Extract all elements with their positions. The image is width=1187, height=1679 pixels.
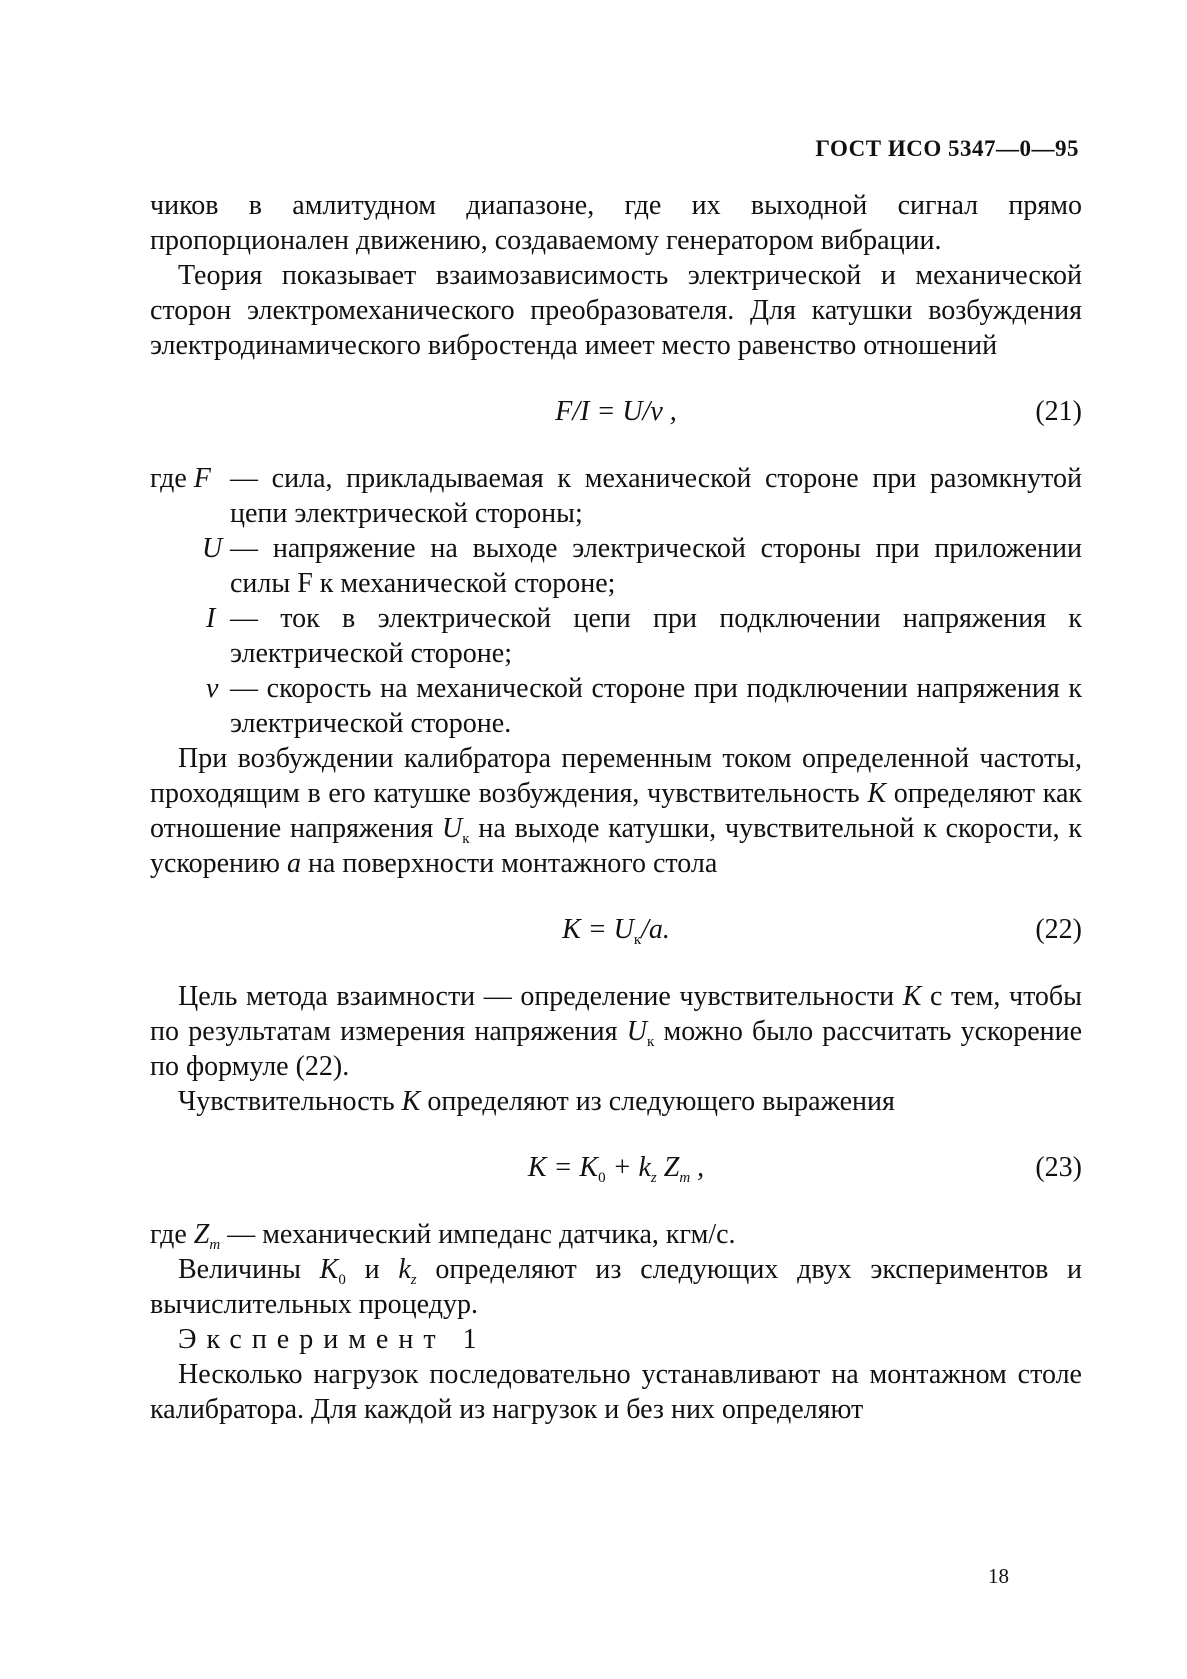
definition-symbol: F [193, 463, 211, 494]
definition-symbol: I [206, 603, 216, 634]
equation-22 [150, 893, 1082, 967]
page-number: 18 [988, 1564, 1009, 1588]
document-body [150, 188, 1082, 1427]
equation-21-expression: F/I = U/v , [555, 396, 677, 427]
definition-symbol: v [206, 673, 219, 704]
experiment-heading: Эксперимент 1 [178, 1324, 487, 1355]
equation-22-number: (22) [1035, 914, 1082, 945]
equation-23-expression: $K = K_0 + k_z$ $Z_m$ , [527, 1152, 705, 1186]
paragraph-quantities: Величины $K_0$ и $k_z$ определяют из следующих двух экспериментов и вычислительных процедур. [150, 1254, 1083, 1320]
equation-23 [150, 1131, 1082, 1205]
definition-I [150, 601, 1082, 671]
symbol-definitions [150, 461, 1082, 741]
paragraph-method-goal: Цель метода взаимности — определение чувствительности K с тем, чтобы по результатам измерения напряжения $U_к$ можно было рассчитать ускорение по формуле (22). [150, 981, 1083, 1082]
definition-text: — сила, прикладываемая к механической стороне при разомкнутой цепи электрической стороны; [230, 463, 1082, 529]
equation-22-expression: $K = U_к/a$. [562, 914, 670, 948]
paragraph-theory: Теория показывает взаимозависимость электрической и механической сторон электромеханического преобразователя. Для катушки возбуждения электродинамического вибростенда имеет место равенство отношений [150, 260, 1082, 361]
paragraph-impedance: где $Z_m$ — механический импеданс датчика, кгм/с. [150, 1219, 736, 1253]
definition-text: — скорость на механической стороне при подключении напряжения к электрической стороне. [230, 673, 1082, 739]
paragraph-sensitivity-expression: Чувствительность K определяют из следующего выражения [178, 1086, 895, 1117]
equation-23-number: (23) [1035, 1152, 1082, 1183]
definition-symbol: U [202, 533, 223, 564]
standard-header: ГОСТ ИСО 5347—0—95 [815, 136, 1079, 161]
definition-text: — ток в электрической цепи при подключении напряжения к электрической стороне; [230, 603, 1082, 669]
definition-text: — напряжение на выходе электрической стороны при приложении силы F к механической стороне; [230, 533, 1082, 599]
equation-21-number: (21) [1035, 396, 1082, 427]
definition-F [150, 461, 1082, 531]
paragraph-continuation: чиков в амлитудном диапазоне, где их выходной сигнал прямо пропорционален движению, создаваемому генератором вибрации. [150, 190, 1082, 256]
definition-v [150, 671, 1082, 741]
equation-21 [150, 375, 1082, 449]
where-label: где [150, 463, 187, 494]
definition-U [150, 531, 1082, 601]
paragraph-sensitivity-definition: При возбуждении калибратора переменным током определенной частоты, проходящим в его катушке возбуждения, чувствительность K определяют как отношение напряжения $U_к$ на выходе катушки, чувствительной к скорости, к ускорению a на поверхности монтажного стола [150, 743, 1083, 879]
paragraph-experiment-1: Несколько нагрузок последовательно устанавливают на монтажном столе калибратора. Для каждой из нагрузок и без них определяют [150, 1359, 1082, 1425]
